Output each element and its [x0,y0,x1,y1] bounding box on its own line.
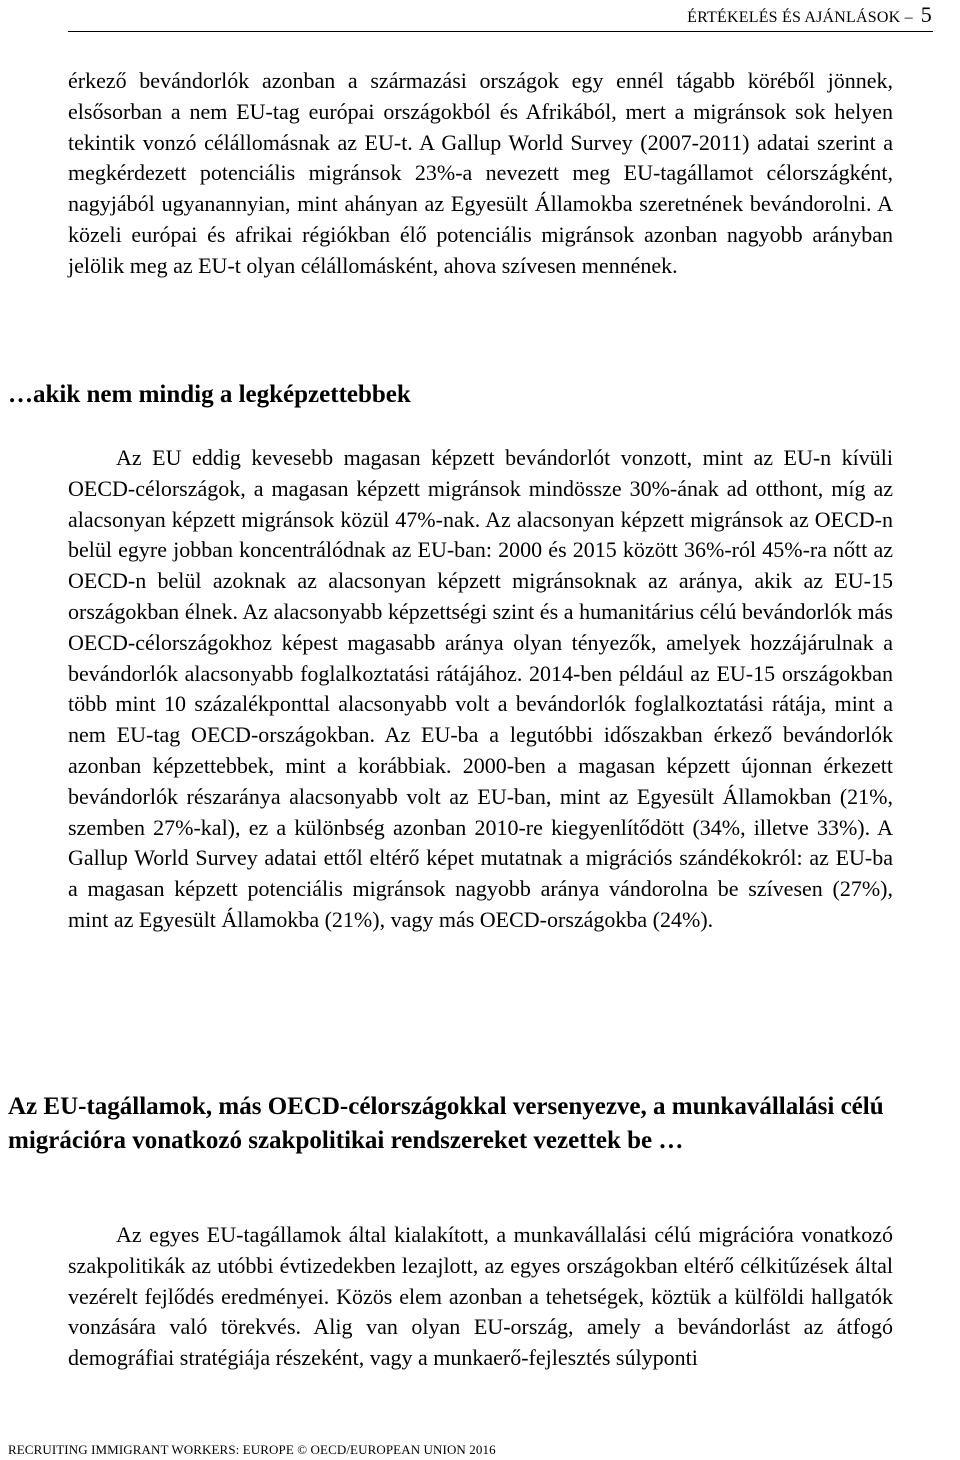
body-paragraph-2: Az EU eddig kevesebb magasan képzett bevándorlót vonzott, mint az EU-n kívüli OECD-célországok, a magasan képzett migránsok mindössze 30%-ának ad otthont, míg az alacsonyan képzett migránsok közül 47%-nak. Az alacsonyan képzett migránsok az OECD-n belül egyre jobban koncentrálódnak az EU-ban: 2000 és 2015 között 36%-ról 45%-ra nőtt az OECD-n belül azoknak az alacsonyan képzett migránsoknak az aránya, akik az EU-15 országokban élnek. Az alacsonyabb képzettségi szint és a humanitárius célú bevándorlók más OECD-célországokhoz képest magasabb aránya olyan tényezők, amelyek hozzájárulnak a bevándorlók alacsonyabb foglalkoztatási rátájához. 2014-ben például az EU-15 országokban több mint 10 százalékponttal alacsonyabb volt a bevándorlók foglalkoztatási rátája, mint a nem EU-tag OECD-országokban. Az EU-ba a legutóbbi időszakban érkező bevándorlók azonban képzettebbek, mint a korábbiak. 2000-ben a magasan képzett újonnan érkezett bevándorlók részaránya alacsonyabb volt az EU-ban, mint az Egyesült Államokban (21%, szemben 27%-kal), ez a különbség azonban 2010-re kiegyenlítődött (34%, illetve 33%). A Gallup World Survey adatai ettől eltérő képet mutatnak a migrációs szándékokról: az EU-ba a magasan képzett potenciális migránsok nagyobb aránya vándorolna be szívesen (27%), mint az Egyesült Államokba (21%), vagy más OECD-országokba (24%). [68,445,893,932]
running-header [687,2,932,28]
section-heading-2: Az EU-tagállamok, más OECD-célországokkal versenyezve, a munkavállalási célú migrációra vonatkozó szakpolitikai rendszereket vezettek be … [8,1093,884,1154]
page-number: 5 [920,2,932,27]
section-heading-1: …akik nem mindig a legképzettebbek [8,381,411,408]
header-rule [68,31,933,32]
page-footer: RECRUITING IMMIGRANT WORKERS: EUROPE © OECD/EUROPEAN UNION 2016 [8,1442,496,1457]
running-title: ÉRTÉKELÉS ÉS AJÁNLÁSOK – [687,9,913,26]
body-paragraph-1: érkező bevándorlók azonban a származási országok egy ennél tágabb köréből jönnek, elsősorban a nem EU-tag európai országokból és Afrikából, mert a migránsok sok helyen tekintik vonzó célállomásnak az EU-t. A Gallup World Survey (2007-2011) adatai szerint a megkérdezett potenciális migránsok 23%-a nevezett meg EU-tagállamot célországként, nagyjából ugyanannyian, mint ahányan az Egyesült Államokba szeretnének bevándorolni. A közeli európai és afrikai régiókban élő potenciális migránsok azonban nagyobb arányban jelölik meg az EU-t olyan célállomásként, ahova szívesen mennének. [68,68,893,278]
body-paragraph-3: Az egyes EU-tagállamok által kialakított, a munkavállalási célú migrációra vonatkozó szakpolitikák az utóbbi évtizedekben lezajlott, az egyes országokban eltérő célkitűzések által vezérelt fejlődés eredményei. Közös elem azonban a tehetségek, köztük a külföldi hallgatók vonzására való törekvés. Alig van olyan EU-ország, amely a bevándorlást az átfogó demográfiai stratégiája részeként, vagy a munkaerő-fejlesztés súlyponti [68,1222,893,1371]
